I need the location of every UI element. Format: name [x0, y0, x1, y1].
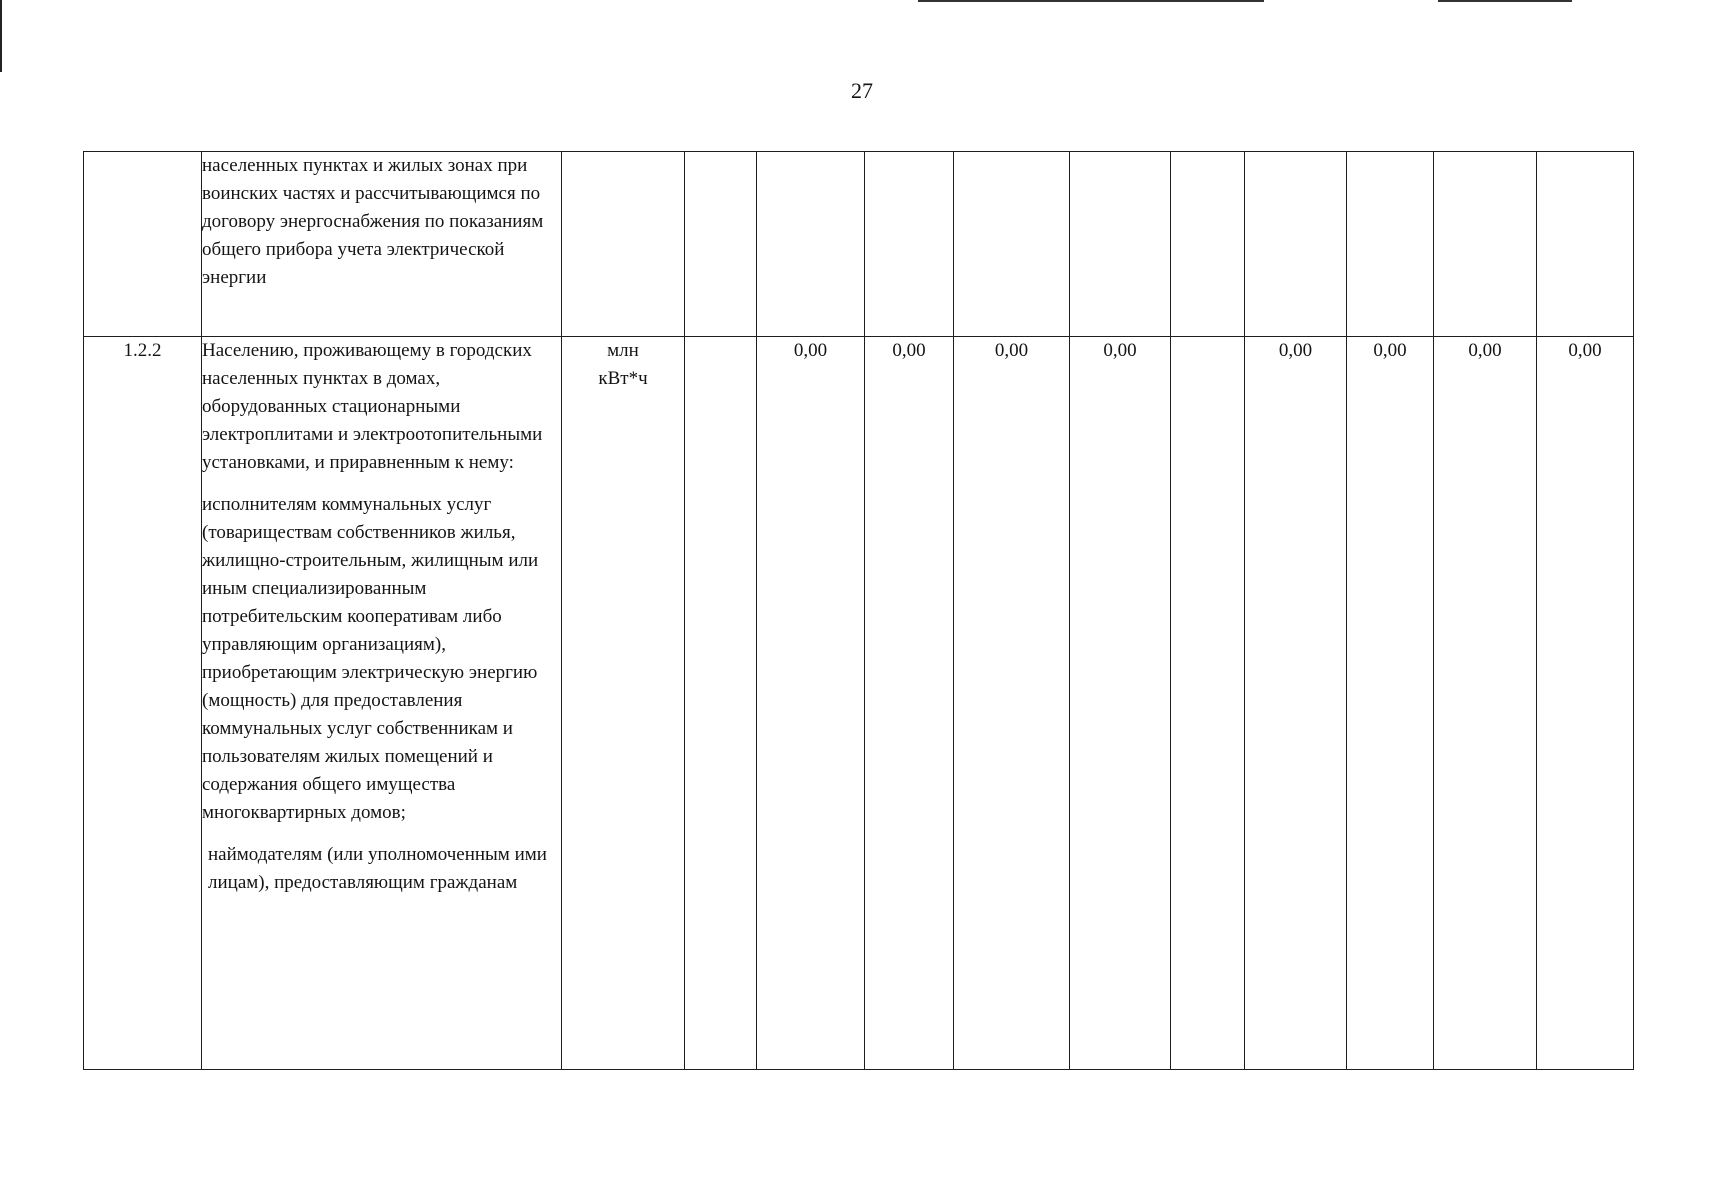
value-cell: 0,00 [1347, 337, 1434, 1070]
unit-line: кВт*ч [598, 368, 648, 389]
value-cell [865, 152, 954, 337]
value-cell: 0,00 [865, 337, 954, 1070]
top-rule-right [1438, 0, 1572, 2]
unit-cell [562, 152, 685, 337]
description-paragraph: исполнителям коммунальных услуг (товариществам собственников жилья, жилищно-строительным, жилищным или иным специализированным потребительским кооперативам либо управляющим организациям), приобретающим электрическую энергию (мощность) для предоставления коммунальных услуг собственникам и пользователям жилых помещений и содержания общего имущества многоквартирных домов; [202, 494, 539, 823]
unit-line: млн [607, 340, 639, 361]
top-rule-left [918, 0, 1264, 2]
value-cell [1070, 152, 1171, 337]
table-row [84, 337, 1634, 1070]
row-description [202, 152, 562, 337]
value-cell [1537, 152, 1634, 337]
value-cell [1434, 152, 1537, 337]
page-number: 27 [851, 78, 873, 103]
value-cell: 0,00 [1070, 337, 1171, 1070]
tariff-table [83, 151, 1634, 1070]
value-cell: 0,00 [1537, 337, 1634, 1070]
description-paragraph: Населению, проживающему в городских населенных пунктах в домах, оборудованных стационарными электроплитами и электроотопительными установками, и приравненным к нему: [202, 340, 543, 473]
description-paragraph: населенных пунктах и жилых зонах при воинских частях и рассчитывающимся по договору энергоснабжения по показаниям общего прибора учета электрической энергии [202, 155, 544, 288]
table-row [84, 152, 1634, 337]
unit-cell [562, 337, 685, 1070]
value-cell: 0,00 [954, 337, 1070, 1070]
row-code [84, 152, 202, 337]
row-description [202, 337, 562, 1070]
value-cell [1171, 337, 1245, 1070]
value-cell [1171, 152, 1245, 337]
value-cell [757, 152, 865, 337]
value-cell: 0,00 [1245, 337, 1347, 1070]
value-cell: 0,00 [757, 337, 865, 1070]
value-cell [1347, 152, 1434, 337]
value-cell [685, 152, 757, 337]
row-code: 1.2.2 [84, 337, 202, 1070]
description-paragraph: наймодателям (или уполномоченным ими лицам), предоставляющим гражданам [208, 844, 547, 893]
value-cell [1245, 152, 1347, 337]
value-cell: 0,00 [1434, 337, 1537, 1070]
value-cell [954, 152, 1070, 337]
scan-margin-mark [0, 0, 2, 72]
value-cell [685, 337, 757, 1070]
